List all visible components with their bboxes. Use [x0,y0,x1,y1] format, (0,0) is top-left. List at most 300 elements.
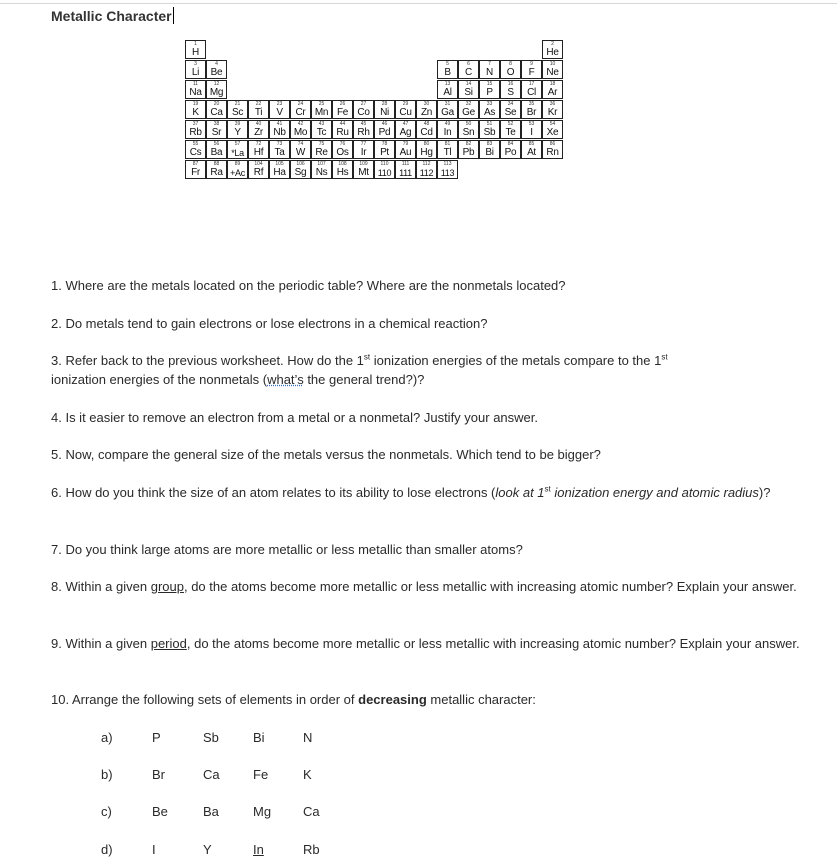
element-cell-sg [290,160,311,179]
element-symbol: Zn [420,107,433,118]
atomic-number: 36 [549,101,556,107]
element-symbol: F [528,67,535,78]
element-cell-mg [206,80,227,99]
element-cell-sn [458,120,479,139]
element-cell-y [227,120,248,139]
set-element: Ca [203,767,220,782]
atomic-number: 30 [423,101,430,107]
element-cell-p [479,80,500,99]
element-symbol: Mg [209,87,224,98]
set-element: Be [152,804,168,819]
atomic-number: 74 [297,141,304,147]
element-cell-ba [206,140,227,159]
q8-part: , do the atoms become more metallic or less metallic with increasing atomic number? Explain your answer. [183,579,797,594]
atomic-number: 21 [234,101,241,107]
element-symbol: I [530,127,533,138]
set-element: Rb [303,842,320,857]
element-symbol: Kr [547,107,558,118]
atomic-number: 49 [444,121,451,127]
element-symbol: Ga [441,107,454,118]
element-cell-he [542,40,563,59]
element-cell-ac [227,160,248,179]
atomic-number: 52 [507,121,514,127]
element-cell-mn [311,100,332,119]
element-cell-cd [416,120,437,139]
element-symbol: Pd [378,127,391,138]
element-symbol: Te [505,127,516,138]
element-cell-si [458,80,479,99]
set-element: Sb [203,730,219,745]
element-cell-xe [542,120,563,139]
question-7-text: 7. Do you think large atoms are more metallic or less metallic than smaller atoms? [51,542,523,557]
element-symbol: Br [526,107,537,118]
atomic-number: 31 [444,101,451,107]
element-cell-110 [374,160,395,179]
element-symbol: Pt [380,147,389,158]
set-element: Ca [303,804,320,819]
element-symbol: Mo [293,127,308,138]
element-symbol: Al [443,87,452,98]
element-symbol: Os [336,147,349,158]
element-cell-br [521,100,542,119]
atomic-number: 8 [509,61,512,67]
atomic-number: 6 [467,61,470,67]
atomic-number: 4 [215,61,218,67]
atomic-number: 27 [360,101,367,107]
element-cell-h [185,40,206,59]
q3-flagged-word[interactable]: what’s [267,372,304,387]
atomic-number: 85 [528,141,535,147]
element-cell-pb [458,140,479,159]
atomic-number: 79 [402,141,409,147]
atomic-number: 22 [255,101,262,107]
element-cell-fe [332,100,353,119]
element-symbol: Sg [294,167,307,178]
element-symbol: Na [189,87,202,98]
atomic-number: 45 [360,121,367,127]
atomic-number: 33 [486,101,493,107]
q6-part: )? [758,485,771,500]
element-symbol: At [527,147,536,158]
atomic-number: 76 [339,141,346,147]
element-cell-mo [290,120,311,139]
q6-italic: look at 1 [495,485,545,500]
element-symbol: Ir [360,147,367,158]
element-symbol: He [546,47,559,58]
element-cell-be [206,60,227,79]
element-symbol: Si [464,87,473,98]
set-element: Br [152,767,165,782]
set-element: K [303,767,312,782]
element-symbol: Nb [273,127,286,138]
element-symbol: Cr [295,107,306,118]
element-symbol: Zr [254,127,263,138]
atomic-number: 20 [213,101,220,107]
element-cell-li [185,60,206,79]
element-cell-fr [185,160,206,179]
element-symbol: Cs [189,147,202,158]
atomic-number: 10 [549,61,556,67]
atomic-number: 11 [192,81,199,87]
atomic-number: 78 [381,141,388,147]
element-symbol: Re [315,147,328,158]
element-symbol: 111 [399,168,412,178]
atomic-number: 1 [194,41,197,47]
element-symbol: Ta [274,147,285,158]
atomic-number: 51 [486,121,493,127]
question-10 [51,690,811,709]
element-cell-ge [458,100,479,119]
atomic-number: 57 [234,141,241,147]
q8-part: 8. Within a given [51,579,151,594]
element-symbol: *La [231,148,244,158]
atomic-number: 5 [446,61,449,67]
atomic-number: 44 [339,121,346,127]
element-cell-ns [311,160,332,179]
atomic-number: 26 [339,101,346,107]
element-symbol: In [443,127,452,138]
atomic-number: 86 [549,141,556,147]
atomic-number: 53 [528,121,535,127]
atomic-number: 110 [380,161,389,167]
element-symbol: Ha [273,167,286,178]
element-symbol: Fr [191,167,200,178]
element-symbol: Rn [546,147,559,158]
element-symbol: Ni [380,107,389,118]
atomic-number: 106 [296,161,305,167]
question-5-text: 5. Now, compare the general size of the metals versus the nonmetals. Which tend to be bigger? [51,447,601,462]
atomic-number: 72 [255,141,262,147]
element-symbol: C [465,67,472,78]
element-symbol: Po [504,147,517,158]
element-cell-po [500,140,521,159]
q10-bold: decreasing [358,692,427,707]
question-9 [51,634,811,653]
element-cell-na [185,80,206,99]
element-symbol: Ge [462,107,475,118]
element-symbol: Rh [357,127,370,138]
element-cell-ga [437,100,458,119]
element-cell-ne [542,60,563,79]
atomic-number: 88 [213,161,220,167]
element-cell-ir [353,140,374,159]
q3-sup: st [363,352,371,362]
atomic-number: 43 [318,121,325,127]
element-cell-in [437,120,458,139]
atomic-number: 19 [192,101,199,107]
element-symbol: O [506,67,515,78]
q3-part: ionization energies of the nonmetals ( [51,372,268,387]
atomic-number: 3 [194,61,197,67]
element-cell-la [227,140,248,159]
atomic-number: 32 [465,101,472,107]
element-cell-tl [437,140,458,159]
set-element: N [303,730,313,745]
set-element: I [152,842,156,857]
element-symbol: Tl [443,147,452,158]
question-5 [51,445,811,464]
element-symbol: Ns [315,167,328,178]
element-cell-c [458,60,479,79]
q10-part: 10. Arrange the following sets of elements in order of [51,692,359,707]
atomic-number: 25 [318,101,325,107]
atomic-number: 9 [530,61,533,67]
element-symbol: Mn [314,107,329,118]
element-cell-hs [332,160,353,179]
element-cell-ca [206,100,227,119]
atomic-number: 113 [443,161,452,167]
element-symbol: 113 [440,168,455,178]
atomic-number: 48 [423,121,430,127]
set-label: b) [101,767,113,782]
element-symbol: Fe [336,107,349,118]
element-cell-as [479,100,500,119]
atomic-number: 89 [234,161,241,167]
atomic-number: 23 [276,101,283,107]
q3-part: the general trend?)? [303,372,425,387]
element-cell-nb [269,120,290,139]
atomic-number: 18 [549,81,556,87]
set-label: c) [101,804,112,819]
element-cell-ra [206,160,227,179]
element-symbol: Cd [420,127,433,138]
set-label: a) [101,730,113,745]
atomic-number: 109 [359,161,368,167]
q3-part: 3. Refer back to the previous worksheet. How do the 1 [51,353,364,368]
atomic-number: 82 [465,141,472,147]
atomic-number: 47 [402,121,409,127]
atomic-number: 35 [528,101,535,107]
element-symbol: +Ac [230,168,245,178]
element-cell-rn [542,140,563,159]
set-element: Bi [253,730,265,745]
element-symbol: Cu [399,107,412,118]
atomic-number: 16 [507,81,514,87]
element-symbol: W [295,147,306,158]
atomic-number: 50 [465,121,472,127]
element-symbol: Be [210,67,223,78]
atomic-number: 55 [192,141,199,147]
element-symbol: Sb [483,127,496,138]
title-text: Metallic Character [51,8,172,24]
set-element: Fe [253,767,269,782]
element-cell-ru [332,120,353,139]
element-cell-co [353,100,374,119]
atomic-number: 107 [317,161,326,167]
element-symbol: P [486,87,493,98]
atomic-number: 7 [488,61,491,67]
question-4 [51,408,811,427]
element-cell-111 [395,160,416,179]
set-label: d) [101,842,113,857]
set-element: Y [203,842,212,857]
question-6 [51,483,811,502]
atomic-number: 112 [422,161,431,167]
element-cell-au [395,140,416,159]
atomic-number: 14 [465,81,472,87]
element-symbol: Cl [527,87,536,98]
element-symbol: Bi [485,147,494,158]
atomic-number: 80 [423,141,430,147]
question-3 [51,351,811,389]
atomic-number: 41 [276,121,283,127]
atomic-number: 75 [318,141,325,147]
element-symbol: Ba [210,147,223,158]
atomic-number: 46 [381,121,388,127]
element-symbol: Hs [336,167,349,178]
atomic-number: 38 [213,121,220,127]
atomic-number: 83 [486,141,493,147]
atomic-number: 81 [444,141,451,147]
element-cell-pt [374,140,395,159]
question-1-text: 1. Where are the metals located on the periodic table? Where are the nonmetals located? [51,278,566,293]
element-symbol: Hf [253,147,264,158]
element-symbol: Se [504,107,517,118]
question-4-text: 4. Is it easier to remove an electron from a metal or a nonmetal? Justify your answer. [51,410,538,425]
element-cell-n [479,60,500,79]
element-cell-b [437,60,458,79]
atomic-number: 13 [444,81,451,87]
element-cell-se [500,100,521,119]
q3-sup: st [661,352,668,362]
q9-part: 9. Within a given [51,636,151,651]
element-symbol: V [276,107,283,118]
element-cell-ha [269,160,290,179]
atomic-number: 111 [401,161,410,167]
element-cell-o [500,60,521,79]
element-cell-s [500,80,521,99]
atomic-number: 34 [507,101,514,107]
element-symbol: Y [234,127,241,138]
element-cell-i [521,120,542,139]
element-cell-te [500,120,521,139]
atomic-number: 24 [297,101,304,107]
question-8 [51,577,811,596]
element-symbol: Hg [420,147,433,158]
element-cell-sr [206,120,227,139]
element-cell-113 [437,160,458,179]
question-2-text: 2. Do metals tend to gain electrons or lose electrons in a chemical reaction? [51,316,488,331]
element-symbol: Au [399,147,412,158]
element-cell-rb [185,120,206,139]
element-cell-k [185,100,206,119]
element-symbol: Rb [189,127,202,138]
element-symbol: Ti [254,107,263,118]
element-symbol: Ca [210,107,223,118]
element-cell-hf [248,140,269,159]
element-symbol: N [486,67,493,78]
element-symbol: Ag [399,127,412,138]
element-symbol: Ar [547,87,558,98]
element-cell-mt [353,160,374,179]
element-cell-v [269,100,290,119]
element-symbol: Li [191,67,200,78]
element-cell-bi [479,140,500,159]
atomic-number: 40 [255,121,262,127]
atomic-number: 39 [234,121,241,127]
q6-italic: ionization energy and atomic radius [550,485,759,500]
question-1 [51,276,811,295]
element-cell-sb [479,120,500,139]
element-symbol: Rf [253,167,264,178]
element-symbol: Tc [316,127,327,138]
atomic-number: 28 [381,101,388,107]
atomic-number: 84 [507,141,514,147]
element-symbol: Xe [546,127,559,138]
element-cell-ni [374,100,395,119]
element-cell-re [311,140,332,159]
element-cell-hg [416,140,437,159]
element-symbol: K [192,107,199,118]
q6-part: 6. How do you think the size of an atom relates to its ability to lose electrons ( [51,485,496,500]
element-symbol: Ra [210,167,223,178]
element-symbol: Ru [336,127,349,138]
atomic-number: 17 [528,81,535,87]
element-cell-ag [395,120,416,139]
atomic-number: 2 [551,41,554,47]
element-symbol: Sr [211,127,222,138]
atomic-number: 42 [297,121,304,127]
element-symbol: 110 [377,168,392,178]
element-cell-w [290,140,311,159]
element-cell-os [332,140,353,159]
atomic-number: 15 [486,81,493,87]
element-symbol: 112 [419,168,434,178]
element-cell-ta [269,140,290,159]
element-cell-cu [395,100,416,119]
question-7 [51,540,811,559]
element-symbol: Sc [231,107,244,118]
set-element: Mg [253,804,272,819]
element-symbol: Ne [546,67,559,78]
atomic-number: 37 [192,121,199,127]
atomic-number: 87 [192,161,199,167]
element-cell-sc [227,100,248,119]
element-symbol: Co [357,107,370,118]
element-cell-112 [416,160,437,179]
atomic-number: 29 [402,101,409,107]
set-element: P [152,730,161,745]
q9-underlined: period [150,636,187,651]
element-cell-ti [248,100,269,119]
element-symbol: As [483,107,496,118]
element-symbol: B [444,67,451,78]
atomic-number: 73 [276,141,283,147]
element-cell-kr [542,100,563,119]
element-symbol: Mt [358,167,369,178]
atomic-number: 54 [549,121,556,127]
q9-part: , do the atoms become more metallic or less metallic with increasing atomic number? Explain your answer. [186,636,800,651]
element-cell-cl [521,80,542,99]
q6-sup: st [544,484,551,494]
q3-part: ionization energies of the metals compare to the 1 [370,353,662,368]
q10-part: metallic character: [426,692,536,707]
atomic-number: 77 [360,141,367,147]
element-cell-al [437,80,458,99]
atomic-number: 108 [338,161,347,167]
q8-underlined: group [150,579,184,594]
element-cell-rf [248,160,269,179]
set-element[interactable]: In [253,842,264,857]
element-cell-cs [185,140,206,159]
atomic-number: 56 [213,141,220,147]
element-cell-zr [248,120,269,139]
element-cell-ar [542,80,563,99]
element-cell-zn [416,100,437,119]
element-symbol: Pb [462,147,475,158]
element-cell-rh [353,120,374,139]
atomic-number: 104 [254,161,263,167]
